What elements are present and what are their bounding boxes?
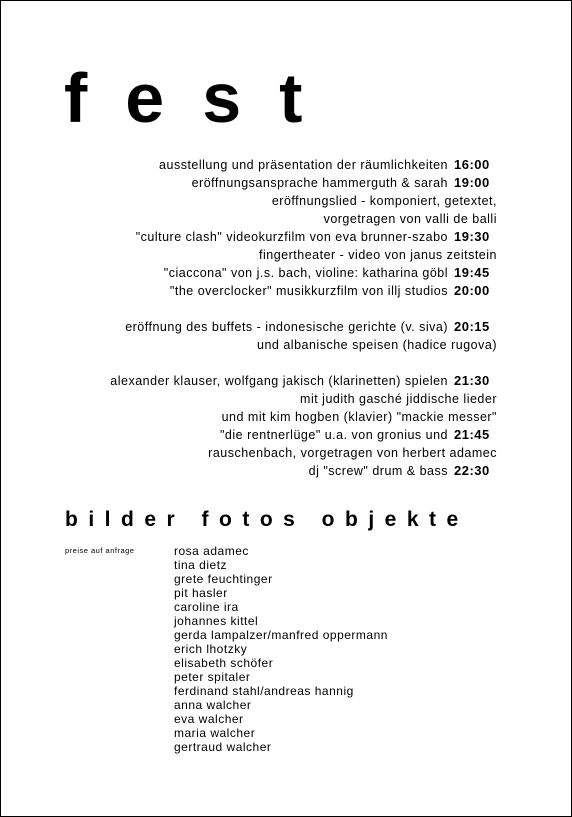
artist-name: peter spitaler [174, 670, 251, 684]
artist-name: erich lhotzky [174, 642, 248, 656]
schedule-item [110, 336, 497, 354]
schedule-item-text: und mit kim hogben (klavier) "mackie messer" [221, 410, 497, 424]
schedule-item [110, 318, 497, 336]
artist-name: gerda lampalzer/manfred oppermann [174, 628, 388, 642]
schedule-item-text: "the overclocker" musikkurzfilm von illj studios [169, 284, 448, 298]
section-heading: bilder fotos objekte [65, 508, 469, 531]
schedule-item [110, 408, 497, 426]
artist-name: grete feuchtinger [174, 572, 273, 586]
price-note: preise auf anfrage [65, 546, 135, 555]
schedule-item-text: eröffnungsansprache hammerguth & sarah [191, 176, 448, 190]
artist-name: johannes kittel [174, 614, 259, 628]
schedule-item-time: 19:00 [454, 175, 490, 190]
artist-name: anna walcher [174, 698, 252, 712]
schedule-item-time: 19:45 [454, 265, 490, 280]
schedule-item-time: 22:30 [454, 463, 490, 478]
artist-name: pit hasler [174, 586, 228, 600]
schedule-item [110, 210, 497, 228]
schedule-item-text: und albanische speisen (hadice rugova) [257, 338, 497, 352]
artist-name: eva walcher [174, 712, 244, 726]
artist-list [174, 544, 388, 754]
schedule-item-text: dj "screw" drum & bass [308, 464, 448, 478]
schedule-item [110, 390, 497, 408]
schedule-item-text: "culture clash" videokurzfilm von eva brunner-szabo [135, 230, 448, 244]
schedule-item-time: 19:30 [454, 229, 490, 244]
artist-name: maria walcher [174, 726, 256, 740]
schedule-item [110, 174, 497, 192]
page-title: fest [64, 59, 341, 137]
artist-name: caroline ira [174, 600, 239, 614]
schedule-item-text: alexander klauser, wolfgang jakisch (klarinetten) spielen [110, 374, 448, 388]
artist-name: rosa adamec [174, 544, 249, 558]
artist-name: ferdinand stahl/andreas hannig [174, 684, 354, 698]
schedule-item-text: "ciaccona" von j.s. bach, violine: katharina göbl [163, 266, 448, 280]
schedule-item-text: mit judith gasché jiddische lieder [300, 392, 497, 406]
schedule-item [110, 246, 497, 264]
schedule-item [110, 228, 497, 246]
schedule-item-text: fingertheater - video von janus zeitstein [259, 248, 497, 262]
schedule-item [110, 444, 497, 462]
schedule-item-text: eröffnung des buffets - indonesische gerichte (v. siva) [125, 320, 448, 334]
program-schedule [110, 156, 497, 480]
schedule-item [110, 282, 497, 300]
schedule-item [110, 372, 497, 390]
schedule-item [110, 264, 497, 282]
schedule-item-text: eröffnungslied - komponiert, getextet, [271, 194, 497, 208]
schedule-spacer [110, 300, 497, 318]
schedule-spacer [110, 354, 497, 372]
schedule-item-text: rauschenbach, vorgetragen von herbert adamec [208, 446, 497, 460]
schedule-item-time: 21:45 [454, 427, 490, 442]
artist-name: tina dietz [174, 558, 228, 572]
schedule-item-time: 20:15 [454, 319, 490, 334]
schedule-item-text: vorgetragen von valli de balli [323, 212, 497, 226]
schedule-item [110, 156, 497, 174]
schedule-item [110, 462, 497, 480]
schedule-item-time: 20:00 [454, 283, 490, 298]
schedule-item-time: 16:00 [454, 157, 490, 172]
schedule-item-text: ausstellung und präsentation der räumlichkeiten [159, 158, 448, 172]
artist-name: gertraud walcher [174, 740, 272, 754]
artist-name: elisabeth schöfer [174, 656, 274, 670]
schedule-item-text: "die rentnerlüge" u.a. von gronius und [219, 428, 448, 442]
schedule-item [110, 426, 497, 444]
schedule-item-time: 21:30 [454, 373, 490, 388]
schedule-item [110, 192, 497, 210]
